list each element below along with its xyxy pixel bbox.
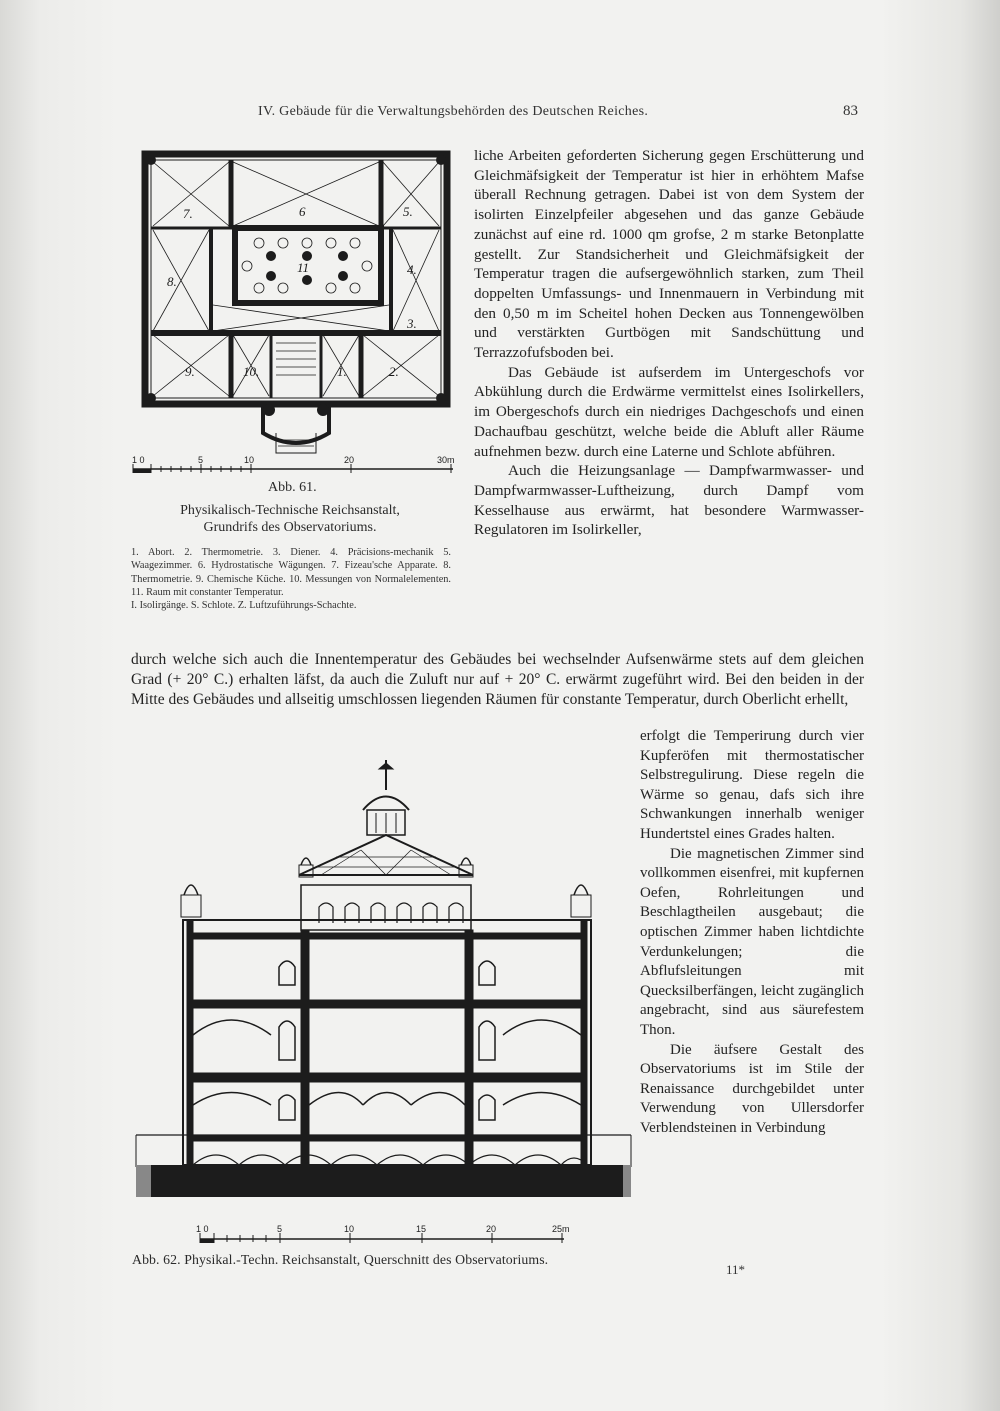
room-9: 9. <box>185 364 195 379</box>
figure-61-legend-abbrev: I. Isolirgänge. S. Schlote. Z. Luftzuführungs-Schachte. <box>131 600 357 612</box>
full-width-text: durch welche sich auch die Innentemperatur des Gebäudes bei wechselnder Aufsenwärme stets auf dem gleichen Grad (+ 20° C.) erhalten läfst, da auch die Zuluft nur auf + 20° C. erwärmt zugeführt wird. Bei den beiden in der Mitte des Gebäudes und allseitig umschlossen liegenden Räumen für constante Temperatur, durch Oberlicht erhellt, <box>131 651 864 708</box>
paragraph: Die äufsere Gestalt des Observatoriums ist im Stile der Renaissance durchgebildet unter Verwendung von Ullersdorfer Verblendsteinen in Verbindung <box>640 1041 864 1136</box>
figure-61-floor-plan <box>131 148 461 478</box>
scale-61-label-20: 20 <box>344 455 355 465</box>
paragraph: Auch die Heizungsanlage — Dampfwarmwasser- und Dampfwarmwasser-Luftheizung, durch Dampf vom Kesselhause aus erwärmt, hat besondere Warmwasser-Regulatoren im Isolirkeller, <box>474 462 864 539</box>
figure-61-scale-bar <box>131 455 461 477</box>
paragraph: Das Gebäude ist aufserdem im Untergeschofs vor Abkühlung durch die Erdwärme vermittelst eines Isolirkellers, im Obergeschofs durch ein niedriges Dachgeschofs und einen Dachaufbau geschützt, welche beide die Abluft aller Räume aufnehmen bezw. durch eine Laterne und Schlote abführen. <box>474 363 864 460</box>
scale-62-label-0: 1 0 <box>196 1224 209 1234</box>
figure-62-scale-bar <box>192 1223 572 1247</box>
room-11: 11 <box>297 260 310 275</box>
scale-61-label-0: 1 0 <box>132 455 145 465</box>
scale-62-label-25: 25m <box>552 1224 570 1234</box>
scale-62-label-15: 15 <box>416 1224 427 1234</box>
room-2: 2. <box>389 364 399 379</box>
scale-61-label-5: 5 <box>198 455 204 465</box>
figure-61-legend <box>131 546 451 612</box>
figure-61-title <box>140 502 440 536</box>
scale-61-label-30: 30m <box>437 455 455 465</box>
room-10: 10. <box>243 364 260 379</box>
scale-61-label-10: 10 <box>244 455 255 465</box>
room-6: 6 <box>299 204 306 219</box>
figure-62-cross-section <box>131 755 636 1215</box>
room-5: 5. <box>403 204 413 219</box>
room-3: 3. <box>407 316 417 331</box>
figure-62-caption: Abb. 62. Physikal.-Techn. Reichsanstalt, Querschnitt des Observatoriums. <box>132 1252 549 1267</box>
printer-signature: 11* <box>726 1262 746 1277</box>
room-1: 1. <box>337 364 347 379</box>
running-header: IV. Gebäude für die Verwaltungsbehörden des Deutschen Reiches. <box>258 104 649 119</box>
paragraph: liche Arbeiten geforderten Sicherung gegen Erschütterung und Gleichmäfsigkeit der Temperatur ist hier in erhöhtem Mafse überall Rechnung getragen. Dabei ist von dem System der isolirten Einzelpfeiler abgesehen und das ganze Gebäude zunächst auf eine rd. 1000 qm grofse, 2 m starke Betonplatte gestellt. Zur Standsicherheit und Gleichmäfsigkeit der Temperatur tragen die aufsergewöhnlich starken, zum Theil doppelten Umfassungs- und Innenmauern in Verbindung mit den 0,50 m im Scheitel hohen Decken aus Tonnengewölben und verstärkten Gurtbögen mit Sandschüttung und Terrazzofufsboden bei. <box>474 147 864 362</box>
narrow-column-text <box>640 727 864 1138</box>
paragraph: Die magnetischen Zimmer sind vollkommen eisenfrei, mit kupfernen Oefen, Rohrleitungen und Beschlagtheilen ausgebaut; die optischen Zimmer haben lichtdichte Verdunkelungen; die Abflufsleitungen mit Quecksilberfängen, leicht zugänglich angebracht, sind aus säurefestem Thon. <box>640 845 864 1038</box>
page-number: 83 <box>843 103 858 119</box>
room-4: 4. <box>407 262 417 277</box>
room-7: 7. <box>183 206 193 221</box>
scale-62-label-5: 5 <box>277 1224 283 1234</box>
room-8: 8. <box>167 274 177 289</box>
paragraph: erfolgt die Temperirung durch vier Kupferöfen mit thermostatischer Selbstregulirung. Diese regeln die Wärme so genau, dafs sich ihre Schwankungen innerhalb weniger Hundertstel eines Grades halten. <box>640 728 864 842</box>
scale-62-label-10: 10 <box>344 1224 355 1234</box>
scale-62-label-20: 20 <box>486 1224 497 1234</box>
figure-61-legend-rooms: 1. Abort. 2. Thermometrie. 3. Diener. 4. Präcisions-mechanik 5. Waagezimmer. 6. Hydrostatische Wägungen. 7. Fizeau'sche Apparate. 8. Thermometrie. 9. Chemische Küche. 10. Messungen von Normalelementen. 11. Raum mit constanter Temperatur. <box>131 547 451 598</box>
figure-61-label: Abb. 61. <box>268 480 317 495</box>
right-column-text <box>474 146 864 540</box>
figure-61-title-line1: Physikalisch-Technische Reichsanstalt, <box>180 503 400 518</box>
figure-61-title-line2: Grundrifs des Observatoriums. <box>203 520 377 535</box>
